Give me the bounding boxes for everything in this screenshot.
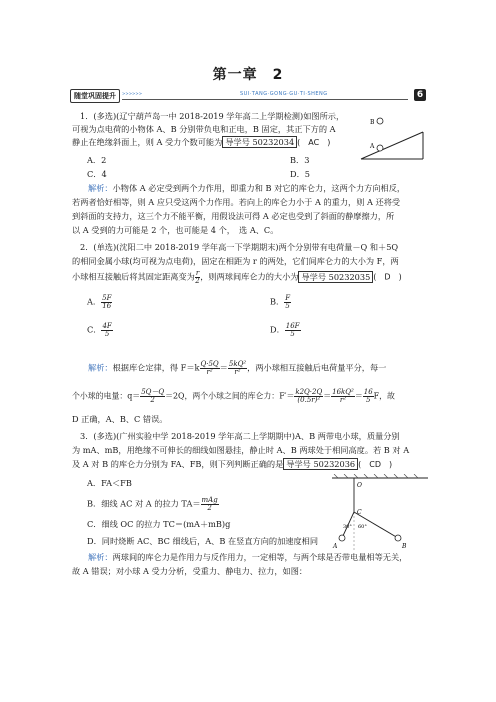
q3-analysis-line2: 故 A 错误；对小球 A 受力分析，受重力、静电力、拉力，如图： [72, 566, 308, 576]
q3-line3: 及 A 对 B 的库仑力分别为 FA、FB，则下列判断正确的是 导学号 50232036 ( CD ) [72, 459, 393, 469]
q1-answer: ( AC ) [297, 138, 331, 147]
q3-figure-label-c: C [357, 509, 362, 516]
page-title: 第一章 2 [212, 67, 284, 83]
q1-option-c: C．4 [87, 169, 107, 179]
q1-analysis-line4: 以 A 受到的力可能是 2 个，也可能是 4 个， 选 A、C。 [72, 225, 279, 235]
q1-figure-label-b: B [370, 119, 375, 126]
section-decor: >>>>>> [122, 91, 143, 96]
q2-answer: ( D ) [373, 272, 402, 282]
q1-analysis-line2: 若两者恰好相等，则 A 应只受这两个力作用。若向上的库仑力小于 A 的重力，则 A 还将受 [72, 197, 401, 207]
section-number-badge: 6 [414, 89, 426, 101]
q1-option-b: B．3 [290, 155, 310, 165]
q2-option-b: B． $\frac{F}{5}$ [270, 294, 291, 310]
section-pinyin: SUI·TANG·GONG·GU·TI·SHENG [240, 91, 328, 97]
q3-figure-angle-30: 30° [343, 524, 352, 530]
q2-analysis-line3: D 正确，A、B、C 错误。 [72, 414, 168, 424]
q2-option-d: D． $\frac{16F}{5}$ [270, 322, 300, 338]
q1-option-d: D．5 [290, 169, 310, 179]
q2-ref-link[interactable]: 导学号 50232035 [298, 271, 373, 283]
q3-option-b: B．细线 AC 对 A 的拉力 TA＝ $\frac{\text{mAg}}{2}$ [87, 496, 218, 512]
q1-line1: 1．(多选)(辽宁葫芦岛一中 2018-2019 学年高二上学期检测)如图所示， [80, 111, 345, 121]
section-label: 随堂巩固提升 [70, 89, 120, 103]
q2-analysis-line2: 个小球的电量：q＝ $\frac{5Q-Q}{2}$ ＝2Q，两个小球之间的库仑力：F′＝ $\frac{k2Q\cdot 2Q}{\text{(0.5r)²}}$ ＝ $\frac{\text{16kQ²}}{\text{r²}}$ ＝ $\frac{16}{5}$ F，故 [72, 388, 395, 404]
q2-analysis-line1: 解析：根据库仑定律，得 F＝k $\frac{Q\cdot 5Q}{\text{r²}}$ ＝ $\frac{\text{5kQ²}}{\text{r²}}$ ，两小球相互接触后电荷量平分，每一 [88, 360, 387, 376]
q2-distance-fraction: $\frac{r}{2}$ [195, 269, 200, 285]
q3-figure-label-a: A [333, 543, 338, 550]
q1-line3-text: 静止在绝缘斜面上，则 A 受力个数可能为 [72, 137, 223, 147]
q1-figure-incline [358, 116, 426, 162]
q1-analysis-line3: 到斜面的支持力，这三个力不能平衡，用假设法可得 A 必定也受到了斜面的静摩擦力，所 [72, 211, 395, 221]
q2-option-a: A． $\frac{5F}{16}$ [87, 294, 112, 310]
q1-figure-label-a: A [370, 143, 375, 150]
q1-analysis-label: 解析： [88, 183, 113, 193]
q3-option-d: D．同时烧断 AC、BC 细线后，A、B 在竖直方向的加速度相同 [87, 536, 319, 546]
q3-analysis-line1: 解析：两球间的库仑力是作用力与反作用力，一定相等，与两个球是否带电量相等无关， [88, 552, 408, 562]
q3-line1: 3．(多选)(广州实验中学 2018-2019 学年高二上学期期中)A、B 两带电小球，质量分别 [80, 431, 400, 441]
q3-figure-angle-60: 60° [358, 524, 367, 530]
q3-option-a: A．FA＜FB [87, 478, 132, 488]
q3-line2: 为 mA、mB，用绝缘不可伸长的细线如图悬挂，静止时 A、B 两球处于相同高度。若 B 对 A [72, 445, 410, 455]
section-header [70, 89, 426, 102]
q3-figure-label-b: B [402, 543, 407, 550]
q2-option-c: C． $\frac{4F}{5}$ [87, 322, 112, 338]
q1-ref-link[interactable]: 导学号 50232034 [222, 136, 297, 148]
section-divider [122, 99, 408, 100]
q2-line3: 小球相互接触后将其固定距离变为 $\frac{r}{2}$ ，则两球间库仑力的大小为 导学号 50232035 ( D ) [72, 269, 402, 285]
q1-option-a: A．2 [87, 155, 107, 165]
q3-figure-label-o: O [357, 482, 362, 489]
q1-analysis-line1: 解析：小物体 A 必定受到两个力作用，即重力和 B 对它的库仑力，这两个力方向相反， [88, 183, 406, 193]
q2-line1: 2．(单选)(沈阳二中 2018-2019 学年高一下学期期末)两个分别带有电荷量－Q 和＋5Q [80, 242, 399, 252]
q3-answer: ( CD ) [358, 460, 393, 469]
q1-line2: 可视为点电荷的小物体 A、B 分别带负电和正电，B 固定，其正下方的 A [72, 124, 336, 134]
q2-line2: 的相同金属小球(均可视为点电荷)，固定在相距为 r 的两处，它们间库仑力的大小为 F，两 [72, 256, 399, 266]
q3-option-c: C．细线 OC 的拉力 TC＝(mA＋mB)g [87, 519, 231, 529]
q1-line3 [72, 136, 330, 149]
q3-figure-pendulum [330, 474, 430, 556]
q3-ref-link[interactable]: 导学号 50232036 [283, 458, 358, 470]
